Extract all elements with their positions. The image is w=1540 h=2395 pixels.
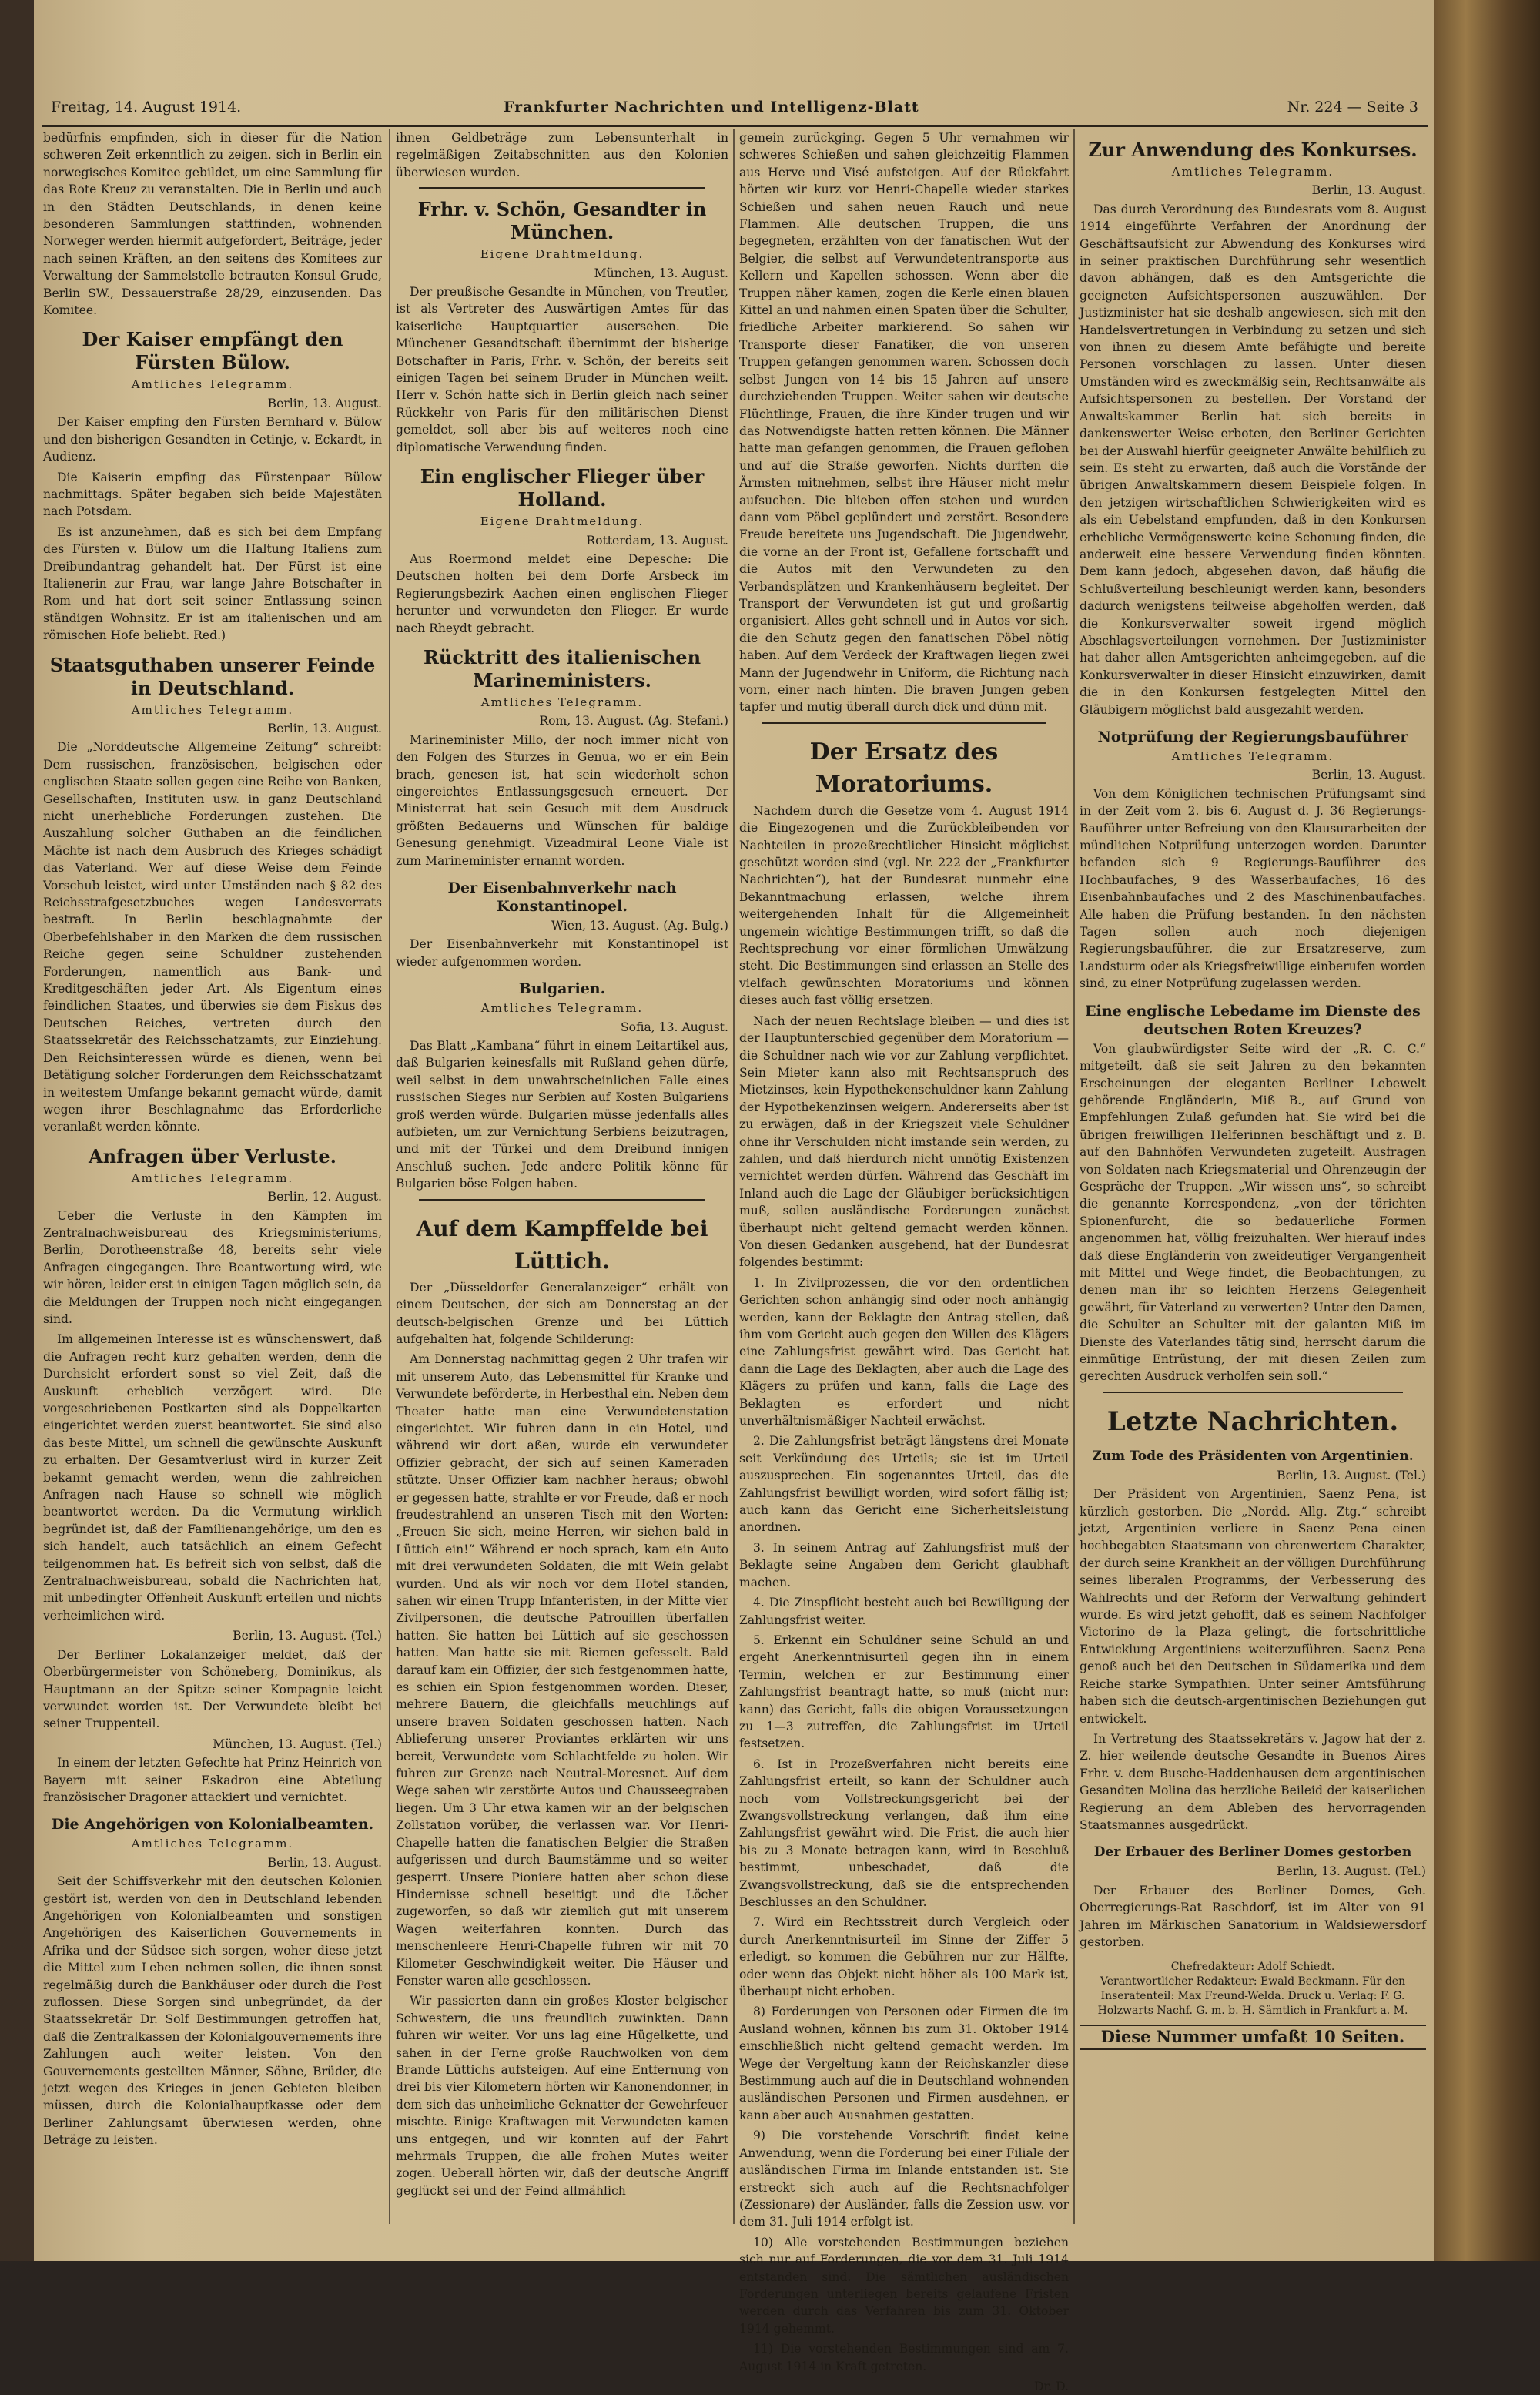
paragraph: Die „Norddeutsche Allgemeine Zeitung“ schreibt: Dem russischen, französischen, belgischen oder englischen Staate sollen gegen eine Reihe von Banken, Gesellschaften, Instituten usw. in ganz Deutschland nicht unerhebliche Forderungen zustehen. Die Auszahlung solcher Guthaben an die feindlichen Mächte ist nach dem Ausbruch des Krieges schädigt das Vaterland. Wer auf diese Weise dem Feinde Vorschub leistet, wird unter Umständen nach § 82 des Reichsstrafgesetzbuches wegen Landesverrats bestraft. In Berlin beschlagnahmte der Oberbefehlshaber in den Marken die dem russischen Reiche gegen seine Schuldner zustehenden Forderungen, namentlich aus Bank- und Kreditgeschäften jeder Art. Als Eigentum eines feindlichen Staates, und überwies sie dem Fiskus des Deutschen Reiches, vertreten durch den Staatssekretär des Reichsschatzamts, zur Einziehung. Den Reichsinteressen würde es dienen, wenn bei Betätigung solcher Forderungen dem Reichsschatzamt in weitestem Umfange bekannt gemacht würde, damit wegen ihrer Beschlagnahme das Erforderliche veranlaßt werden könnte. [43, 740, 382, 1134]
paragraph: Der preußische Gesandte in München, von Treutler, ist als Vertreter des Auswärtigen Amtes für das kaiserliche Hauptquartier ausersehen. Die Münchener Gesandtschaft übernimmt der bisherige Botschafter in Paris, Frhr. v. Schön, der bereits seit einigen Tagen bei seinem Bruder in München weilt. Herr v. Schön hatte sich in Berlin gleich nach seiner Rückkehr von Paris für den militärischen Dienst gemeldet, soll aber bis auf weiteres noch eine diplomatische Verwendung finden. [396, 285, 728, 454]
paragraph: 5. Erkennt ein Schuldner seine Schuld an und ergeht Anerkenntnisurteil gegen ihn in einem Termin, welchen er zur Bestimmung einer Zahlungsfrist beantragt hatte, so muß (nicht nur: kann) das Gericht, falls die obigen Voraussetzungen zu 1—3 zutreffen, die Zahlungsfrist im Urteil festsetzen. [739, 1633, 1069, 1751]
subheading: Amtliches Telegramm. [131, 377, 294, 392]
headline-marineminister: Rücktritt des italienischen Marineministers. [423, 645, 701, 692]
paragraph: Aus Roermond meldet eine Depesche: Die Deutschen holten bei dem Dorfe Arsbeck im Regierungsbezirk Aachen einen englischen Flieger herunter und verwundeten den Flieger. Er wurde nach Rheydt gebracht. [396, 551, 728, 635]
paragraph: Seit der Schiffsverkehr mit den deutschen Kolonien gestört ist, werden von den in Deutschland lebenden Angehörigen von Kolonialbeamten und sonstigen Angehörigen des Kaiserlichen Gouvernements in Afrika und der Südsee sich sorgen, woher diese jetzt die Mittel zum Leben nehmen sollen, die ihnen sonst regelmäßig durch die Bankhäuser oder durch die Post zuflossen. Diese Sorgen sind unbegründet, da der Staatssekretär Dr. Solf Bestimmungen getroffen hat, daß die Zentralkassen der Kolonialgouvernements ihre Zahlungen auch weiter leisten. Von den Gouvernements gestellten Männer, Söhne, Brüder, die jetzt wegen des Krieges in jenen Gebieten bleiben müssen, durch die Kolonialhauptkasse oder dem Berliner Zahlungsamt überwiesen werden, ohne Beträge zu leisten. [43, 1874, 382, 2148]
binding-shadow [0, 0, 34, 2261]
headline-verluste: Anfragen über Verluste. [88, 1144, 337, 1167]
paragraph: Am Donnerstag nachmittag gegen 2 Uhr trafen wir mit unserem Auto, das Lebensmittel für Kranke und Verwundete beförderte, in Herbesthal ein. Neben dem Theater hatte man eine Verwundetenstation eingerichtet. Wir fuhren dann in ein Hotel, und während wir dort aßen, wurde ein verwundeter Offizier gebracht, der sich auf seinen Kameraden stützte. Unser Offizier kam nachher heraus; obwohl er gegessen hatte, strahlte er vor Freude, daß er noch freudestrahlend an unseren Tisch mit den Worten: „Freuen Sie sich, meine Herren, wir siehen bald in Lüttich ein!“ Während er noch sprach, kam ein Auto mit drei verwundeten Soldaten, die mit Wein gelabt wurden. Und als wir noch vor dem Hotel standen, sahen wir einen Trupp Infanteristen, in der Mitte vier Zivilpersonen, die deutsche Patrouillen überfallen hatten. Sie hatten bei Lüttich auf sie geschossen hatten. Man hatte sie mit Riemen gefesselt. Bald darauf kam ein Offizier, der sich festgenommen hatte, es schien ein Spion festgenommen worden. Dieser, mehrere Bauern, die gleichfalls meuchlings auf unsere braven Soldaten geschossen hatten. Nach Ablieferung unserer Proviantes erklärten wir uns bereit, Verwundete vom Schlachtfelde zu holen. Wir fuhren zur Grenze nach Neutral-Moresnet. Auf dem Wege sahen wir zerstörte Autos und Chausseegraben liegen. Um 3 Uhr etwa kamen wir an der belgischen Zollstation vorüber, die verlassen war. Vor Henri-Chapelle hatten die fanatischen Belgier die Straßen aufgerissen und durch Baumstämme und so weiter gesperrt. Unsere Pioniere hatten aber schon diese Hindernisse schnell beseitigt und die Löcher zugeworfen, so daß wir ziemlich gut mit unserem Wagen weiterfahren konnten. Durch das menschenleere Henri-Chapelle fuhren wir mit 70 Kilometer Geschwindigkeit weiter. Die Häuser und Fenster waren alle geschlossen. [396, 1352, 728, 1988]
imprint-publisher: Verantwortlicher Redakteur: Ewald Beckmann. Für den Inseratenteil: Max Freund-Welda. Druck u. Verlag: F. G. Holzwarts Nachf. G. m. b. H. Sämtlich in Frankfurt a. M. [1097, 1975, 1408, 2018]
page-stack-edge [1434, 0, 1540, 2261]
paragraph: Der „Düsseldorfer Generalanzeiger“ erhält von einem Deutschen, der sich am Donnerstag an der deutsch-belgischen Grenze und bei Lüttich aufgehalten hat, folgende Schilderung: [396, 1280, 728, 1346]
paragraph: Im allgemeinen Interesse ist es wünschenswert, daß die Anfragen recht kurz gehalten werden, denn die Durchsicht erfordert sonst so viel Zeit, daß die Auskunft erheblich verzögert wird. Die vorgeschriebenen Postkarten sind als Doppelkarten eingerichtet werden zuerst beantwortet. Sie sind also das beste Mittel, um schnell die gewünschte Auskunft zu erhalten. Der Gesamtverlust wird in kurzer Zeit bekannt gemacht werden, wenn die zahlreichen Anfragen nach Hause so schnell wie möglich beantwortet werden. Da die Vermutung wirklich begründet ist, daß der Familienangehörige, um den es sich handelt, auch tatsächlich an einem Gefecht teilgenommen hat. Es befreit sich von selbst, daß die Zentralnachweisbureau, sobald die Nachrichten hat, mit unbedingter Offenheit Auskunft erteilen und nichts verheimlichen wird. [43, 1332, 382, 1623]
paragraph: Der Kaiser empfing den Fürsten Bernhard v. Bülow und den bisherigen Gesandten in Cetinje, v. Eckardt, in Audienz. [43, 415, 382, 464]
column-2 [396, 129, 728, 2224]
column-3 [739, 129, 1069, 2393]
paragraph: Von dem Königlichen technischen Prüfungsamt sind in der Zeit vom 2. bis 6. August d. J. 36 Regierungs-Bauführer unter Befreiung von den Klausurarbeiten der mündlichen Notprüfung unterzogen worden. Darunter befanden sich 9 Regierungs-Bauführer des Hochbaufaches, 9 des Wasserbaufaches, 16 des Eisenbahnbaufaches und 2 des Maschinenbaufaches. Alle haben die Prüfung bestanden. In den nächsten Tagen sollen auch noch diejenigen Regierungsbauführer, die zur Ersatzreserve, zum Landsturm oder als Kriegsfreiwillige einberufen worden sind, zu einer Notprüfung zugelassen werden. [1080, 786, 1426, 991]
dateline: Berlin, 13. August. [1311, 768, 1426, 782]
paragraph: 6. Ist in Prozeßverfahren nicht bereits eine Zahlungsfrist erteilt, so kann der Schuldner auch noch vom Vollstreckungsgericht bei der Zwangsvollstreckung verlangen, daß ihm eine Zahlungsfrist gewährt wird. Die Frist, die auch hier bis zu 3 Monate betragen kann, wird in Beschluß bestimmt, unbeschadet, daß die Zwangsvollstreckung, daß sie die entsprechenden Beschlusses an den Schuldner. [739, 1757, 1069, 1909]
subheading: Amtliches Telegramm. [131, 1171, 294, 1185]
paragraph: bedürfnis empfinden, sich in dieser für die Nation schweren Zeit erkenntlich zu zeigen. sich in Berlin ein norwegisches Komitee gebildet, um eine Sammlung für das Rote Kreuz zu veranstalten. Die in Berlin und auch in den Städten Deutschlands, in denen keine besonderen Sammlungen stattfinden, wohnenden Norweger werden hiermit aufgefordert, Beiträge, jeder nach seinen Kräften, an den seitens des Komitees zur Verwaltung der Sammelstelle betrauten Konsul Grude, Berlin SW., Dessauerstraße 28/29, einzusenden. Das Komitee. [43, 131, 382, 318]
subheading: Amtliches Telegramm. [131, 702, 294, 717]
headline-flieger: Ein englischer Flieger über Holland. [420, 465, 705, 511]
paragraph: 4. Die Zinspflicht besteht auch bei Bewilligung der Zahlungsfrist weiter. [739, 1596, 1069, 1627]
headline-schoen: Frhr. v. Schön, Gesandter in München. [417, 198, 707, 244]
paragraph: Nachdem durch die Gesetze vom 4. August 1914 die Eingezogenen und die Zurückbleibenden vor Nachteilen in prozeßrechtlicher Hinsicht möglichst geschützt worden sind (vgl. Nr. 222 der „Frankfurter Nachrichten“), hat der Bundesrat nunmehr eine Bekanntmachung erlassen, welche ihrem weitergehenden Inhalt für die Allgemeinheit ungemein wichtige Bestimmungen trifft, so daß die Rechtsprechung vor einer förmlichen Umwälzung steht. Die Bestimmungen sind erlassen an Stelle des vielfach gewünschten Moratoriums und können dieses auch fast völlig ersetzen. [739, 803, 1069, 1008]
paragraph: ihnen Geldbeträge zum Lebensunterhalt in regelmäßigen Zeitabschnitten aus den Kolonien überwiesen wurden. [396, 131, 728, 179]
author-signature: Dr. D. [1033, 2379, 1069, 2393]
header-rule [42, 125, 1428, 127]
dateline: Rom, 13. August. (Ag. Stefani.) [539, 714, 728, 729]
paragraph: Die Kaiserin empfing das Fürstenpaar Bülow nachmittags. Später begaben sich beide Majestäten nach Potsdam. [43, 470, 382, 519]
dateline: Berlin, 13. August. (Tel.) [233, 1629, 382, 1643]
paragraph: Wir passierten dann ein großes Kloster belgischer Schwestern, die uns freundlich zuwinkten. Dann fuhren wir weiter. Vor uns lag eine Hügelkette, und sahen in der Ferne große Rauchwolken von dem Brande Lüttichs aufsteigen. Auf eine Entfernung von drei bis vier Kilometern hörten wir Kanonendonner, in dem sich das unheimliche Geknatter der Gewehrfeuer mischte. Einige Kraftwagen mit Verwundeten kamen uns entgegen, und wir konnten auf der Fahrt mehrmals Truppen, die alle frohen Mutes weiter zogen. Ueberall hörten wir, daß der deutsche Angriff geglückt sei und der Feind allmählich [396, 1994, 728, 2198]
dateline: Rotterdam, 13. August. [586, 533, 728, 548]
subheading: Amtliches Telegramm. [1171, 749, 1334, 763]
paragraph: 11) Die vorstehenden Bestimmungen sind am 7. August 1914 in Kraft getreten. [739, 2342, 1069, 2373]
subheading: Amtliches Telegramm. [480, 695, 644, 709]
dateline: Berlin, 13. August. [267, 1855, 382, 1870]
paragraph: 8) Forderungen von Personen oder Firmen die im Ausland wohnen, können bis zum 31. Oktober 1914 einschließlich nicht geltend gemacht werden. Im Wege der Vergeltung kann der Reichskanzler diese Bestimmung auch auf die in Deutschland wohnenden ausländischen Personen und Firmen ausdehnen, er kann aber auch Ausnahmen gestatten. [739, 2005, 1069, 2122]
headline-argentinien: Zum Tode des Präsidenten von Argentinien. [1092, 1448, 1414, 1464]
paragraph: 7. Wird ein Rechtsstreit durch Vergleich oder durch Anerkenntnisurteil im Sinne der Ziffer 5 erledigt, so kommen die Gebühren nur zur Hälfte, oder wenn das Objekt nicht höher als 100 Mark ist, überhaupt nicht erhoben. [739, 1915, 1069, 1999]
subheading: Amtliches Telegramm. [480, 1001, 644, 1016]
dateline: Berlin, 13. August. (Tel.) [1277, 1864, 1426, 1879]
paragraph: Nach der neuen Rechtslage bleiben — und dies ist der Hauptunterschied gegenüber dem Moratorium — die Schuldner nach wie vor zur Zahlung verpflichtet. Sein Mieter kann also mit Rechtsanspruch des Mietzinses, kein Hypothekenschuldner kann Zahlung der Hypothekenzinsen weigern. Andererseits aber ist zu erwägen, daß in der Kriegszeit viele Schuldner ohne ihr Verschulden nicht imstande sein werden, zu zahlen, und daß hierdurch nicht unnötig Existenzen vernichtet werden dürfen. Während das Geschäft im Inland auch die Lage der Gläubiger berücksichtigen muß, sollen ausländische Forderungen zunächst überhaupt nicht geltend gemacht werden können. Von diesen Gedanken ausgehend, hat der Bundesrat folgendes bestimmt: [739, 1013, 1069, 1270]
newspaper-page [34, 0, 1434, 2393]
paragraph: Marineminister Millo, der noch immer nicht von den Folgen des Sturzes in Genua, wo er ein Bein brach, genesen ist, hat sein wiederholt schon eingereichtes Entlassungsgesuch erneuert. Der Ministerrat hat sein Gesuch mit dem Ausdruck größten Bedauerns und Wünschen für baldige Genesung genehmigt. Vizeadmiral Leone Viale ist zum Marineminister ernannt worden. [396, 732, 728, 868]
column-rule [1073, 129, 1075, 2224]
divider [419, 187, 705, 189]
paragraph: In einem der letzten Gefechte hat Prinz Heinrich von Bayern mit seiner Eskadron eine Abteilung französischer Dragoner attackiert und vernichtet. [43, 1756, 382, 1804]
column-4 [1080, 129, 1426, 2224]
paragraph: gemein zurückging. Gegen 5 Uhr vernahmen wir schweres Schießen und sahen gleichzeitig Flammen aus Herve und Visé aufsteigen. Auf der Rückfahrt hörten wir kurz vor Henri-Chapelle wieder starkes Schießen und sahen neuen Rauch und neue Flammen. Alle deutschen Truppen, die uns begegneten, erzählten von der fanatischen Wut der Belgier, die selbst auf Verwundetentransporte aus Kellern und Kapellen schossen. Wenn aber die Truppen näher kamen, zogen die Kerle einen blauen Kittel an und nahmen einen Spaten über die Schulter, friedliche Arbeiter markierend. So sahen wir Transporte dieser Fanatiker, die von unseren Truppen gefangen genommen waren. Schossen doch selbst Jungen von 14 bis 15 Jahren auf unsere durchziehenden Truppen. Weiter sahen wir deutsche Flüchtlinge, Frauen, die ihre Kinder trugen und wir das Notwendigste hatten retten können. Die Männer hatte man gefangen genommen, die Frauen geflohen und auf die Straße geworfen. Nichts durften die Ärmsten mitnehmen, selbst ihre Häuser nicht mehr aufsuchen. Die blieben offen stehen und wurden dann vom Pöbel geplündert und zerstört. Besondere Freude bereitete uns Jugendschaft. Die Jugendwehr, die vorne an der Front ist, Gefallene fortschafft und die Autos mit den Verwundeten zu den Verbandsplätzen und Krankenhäusern begleitet. Der Transport der Verwundeten ist gut und großartig organisiert. Alles geht schnell und in Autos vor sich, die den Schutz gegen den fanatischen Pöbel nötig haben. Auf dem Verdeck der Kraftwagen liegen zwei Mann der Jugendwehr in Uniform, die Richtung nach vorn, einer nach hinten. Die braven Jungen geben tapfer und mutig überall durch dick und dünn mit. [739, 131, 1069, 715]
headline-staatsguthaben: Staatsguthaben unserer Feinde in Deutschland. [49, 653, 376, 699]
headline-bulgarien: Bulgarien. [518, 980, 606, 998]
paragraph: Der Präsident von Argentinien, Saenz Pena, ist kürzlich gestorben. Die „Nordd. Allg. Ztg.“ schreibt jetzt, Argentinien verliere in Saenz Pena einen hochbegabten Staatsmann von ehrenwertem Charakter, der durch seine Krankheit an der völligen Durchführung seines liberalen Programms, der Verbesserung des Wahlrechts und der Reform der Verwaltung gehindert wurde. Es wird jetzt gehofft, daß es seinem Nachfolger Victorino de la Plaza gelingt, die fortschrittliche Entwicklung Argentiniens weiterzuführen. Saenz Pena genoß auch bei den Deutschen in Südamerika und dem Reiche starke Sympathien. Unter seiner Amtsführung haben sich die deutsch-argentinischen Beziehungen gut entwickelt. [1080, 1487, 1426, 1726]
headline-berliner-dom: Der Erbauer des Berliner Domes gestorben [1093, 1844, 1412, 1861]
headline-kolonialbeamte: Die Angehörigen von Kolonialbeamten. [51, 1816, 374, 1834]
subheading: Amtliches Telegramm. [1171, 165, 1334, 179]
subheading: Eigene Drahtmeldung. [480, 247, 644, 262]
subheading: Eigene Drahtmeldung. [480, 514, 644, 529]
dateline: Berlin, 13. August. [267, 396, 382, 410]
dateline: Sofia, 13. August. [621, 1020, 728, 1034]
headline-notpruefung: Notprüfung der Regierungsbauführer [1097, 729, 1408, 745]
divider [1103, 1392, 1403, 1393]
header-date: Freitag, 14. August 1914. [51, 99, 242, 116]
headline-konkurs: Zur Anwendung des Konkurses. [1088, 139, 1418, 161]
dateline: München, 13. August. (Tel.) [213, 1737, 382, 1751]
paragraph: Ueber die Verluste in den Kämpfen im Zentralnachweisbureau des Kriegsministeriums, Berlin, Dorotheenstraße 48, bereits sehr viele Anfragen eingegangen. Ihre Beantwortung wird, wie wir hören, leider erst in einigen Tagen möglich sein, da die Meldungen der Truppen noch nicht eingegangen sind. [43, 1208, 382, 1326]
dateline: Berlin, 13. August. (Tel.) [1277, 1468, 1426, 1482]
imprint [1080, 1960, 1426, 2018]
paragraph: Von glaubwürdigster Seite wird der „R. C. C.“ mitgeteilt, daß sie seit Jahren zu den bekannten Erscheinungen der eleganten Berliner Lebewelt gehörende Engländerin, Miß B., auf Grund von Empfehlungen Zulaß gefunden hat. Sie wird bei die übrigen freiwilligen Helferinnen beschäftigt und z. B. auf den Bahnhöfen Verwundeten zugeteilt. Ausfragen von Soldaten nach Kriegsmaterial und Ohrenzeugin der Gespräche der Truppen. „Wir wissen uns“, so schreibt die genannte Korrespondenz, „von der törichten Spionenfurcht, die so bedauerliche Formen angenommen hat, völlig freizuhalten. Wer hierauf indes daß diese Engländerin von zweideutiger Vergangenheit mit Mittel und Wege findet, die Beobachtungen, zu denen man ihr so leichten Herzens Gelegenheit gewährt, für Vaterland zu verwerten? Unter den Damen, die Schulter an Schulter mit der galanten Miß im Dienste des Vaterlandes tätig sind, herrscht darum die einmütige Entrüstung, der mit diesen Zeilen zum gerechten Ausdruck verholfen sein soll.“ [1080, 1041, 1426, 1384]
paragraph: 10) Alle vorstehenden Bestimmungen beziehen sich nur auf Forderungen, die vor dem 31. Juli 1914 entstanden sind. Die sämtlichen ausländischen Forderungen unterliegen bereits gelaufene Fristen werden durch das Verfahren bis zum 31. Oktober 1914 gehemmt. [739, 2235, 1069, 2336]
paragraph: 2. Die Zahlungsfrist beträgt längstens drei Monate seit Verkündung des Urteils; sie ist im Urteil auszusprechen. Ein sogenanntes Urteil, das die Zahlungsfrist bewilligt worden, wird sofort fällig ist; auch kann das Gericht eine Sicherheitsleistung anordnen. [739, 1434, 1069, 1535]
headline-letzte-nachrichten: Letzte Nachrichten. [1106, 1405, 1399, 1437]
paragraph: Es ist anzunehmen, daß es sich bei dem Empfang des Fürsten v. Bülow um die Haltung Italiens zum Dreibundantrag gehandelt hat. Der Fürst ist eine Italienerin zur Frau, war lange Jahre Botschafter in Rom und hat dort seit seiner Entlassung seinen ständigen Wohnsitz. Er ist am italienischen und am römischen Hofe beliebt. Red.) [43, 524, 382, 643]
headline-luettich: Auf dem Kampffelde bei Lüttich. [416, 1215, 708, 1274]
page-count-notice: Diese Nummer umfaßt 10 Seiten. [1080, 2025, 1426, 2049]
paragraph: Das Blatt „Kambana“ führt in einem Leitartikel aus, daß Bulgarien keinesfalls mit Rußland gehen dürfe, weil selbst in dem unwahrscheinlichen Falle eines russischen Sieges nur Serbien auf Kosten Bulgariens groß werden würde. Bulgarien müsse jedenfalls alles aufbieten, um zur Vernichtung Serbiens beizutragen, und mit der Türkei und dem Dreibund innigen Anschluß suchen. Jede andere Politik könne für Bulgarien böse Folgen haben. [396, 1039, 728, 1191]
masthead-title: Frankfurter Nachrichten und Intelligenz-Blatt [504, 99, 919, 116]
paragraph: 1. In Zivilprozessen, die vor den ordentlichen Gerichten schon anhängig sind oder noch anhängig werden, kann der Beklagte den Antrag stellen, daß ihm vom Gericht auch gegen den Willen des Klägers eine Zahlungsfrist gewährt wird. Das Gericht hat dann die Lage des Beklagten, aber auch die Lage des Klägers zu prüfen und kann, falls die Lage des Beklagten es erfordert und nicht unverhältnismäßiger Nachteil erwächst. [739, 1275, 1069, 1429]
headline-lebedame: Eine englische Lebedame im Dienste des deutschen Roten Kreuzes? [1085, 1002, 1421, 1038]
column-rule [733, 129, 735, 2224]
paragraph: In Vertretung des Staatssekretärs v. Jagow hat der z. Z. hier weilende deutsche Gesandte in Buenos Aires Frhr. v. dem Busche-Haddenhausen dem argentinischen Gesandten Molina das herzliche Beileid der kaiserlichen Regierung an dem Ableben des hervorragenden Staatsmannes ausgedrückt. [1080, 1731, 1426, 1832]
imprint-editor: Chefredakteur: Adolf Schiedt. [1170, 1961, 1335, 1974]
paragraph: 3. In seinem Antrag auf Zahlungsfrist muß der Beklagte seine Angaben dem Gericht glaubhaft machen. [739, 1540, 1069, 1589]
dateline: Berlin, 12. August. [267, 1190, 382, 1204]
dateline: Berlin, 13. August. [1311, 183, 1426, 198]
column-1 [43, 129, 382, 2224]
divider [419, 1199, 705, 1201]
dateline: München, 13. August. [594, 266, 728, 280]
dateline: Berlin, 13. August. [267, 721, 382, 735]
headline-eisenbahn: Der Eisenbahnverkehr nach Konstantinopel. [447, 879, 677, 915]
dateline: Wien, 13. August. (Ag. Bulg.) [551, 919, 728, 933]
column-rule [389, 129, 390, 2224]
headline-kaiser: Der Kaiser empfängt den Fürsten Bülow. [82, 328, 343, 374]
subheading: Amtliches Telegramm. [131, 1837, 294, 1851]
paragraph: Der Erbauer des Berliner Domes, Geh. Oberregierungs-Rat Raschdorf, ist im Alter von 91 Jahren im Märkischen Sanatorium in Waldsiewersdorf gestorben. [1080, 1883, 1426, 1949]
paragraph: 9) Die vorstehende Vorschrift findet keine Anwendung, wenn die Forderung bei einer Filiale der ausländischen Firma im Inlande entstanden ist. Sie erstreckt sich auch auf die Rechtsnachfolger (Zessionare) der Ausländer, falls die Zession usw. vor dem 31. Juli 1914 erfolgt ist. [739, 2129, 1069, 2229]
divider [762, 722, 1046, 724]
paragraph: Das durch Verordnung des Bundesrats vom 8. August 1914 eingeführte Verfahren der Anordnung der Geschäftsaufsicht zur Abwendung des Konkurses wird in seiner praktischen Durchführung sehr wesentlich davon abhängen, daß es den Amtsgerichte die geeigneten Aufsichtspersonen auszuwählen. Der Justizminister hat sie deshalb angewiesen, sich mit den Handelsvertretungen in Verbindung zu setzen und sich von ihnen zu diesem Amte befähigte und bereite Personen vorschlagen zu lassen. Unter diesen Umständen wird es zweckmäßig sein, Rechtsanwälte als Aufsichtspersonen zu bestellen. Der Vorstand der Anwaltskammer Berlin hat sich bereits in dankenswerter Weise erboten, den Berliner Gerichten bei der Auswahl hierfür geeigneter Anwälte behilflich zu sein. Es steht zu erwarten, daß auch die Vorstände der übrigen Anwaltskammern diesem Beispiele folgen. In den jetzigen wirtschaftlichen Schwierigkeiten wird es als ein Uebelstand empfunden, daß in den Konkursen erhebliche Vermögenswerte keine Schonung finden, die anderweit eine bessere Verwendung finden könnten. Dem kann jedoch, abgesehen davon, daß häufig die Schlußverteilung beschleunigt werden kann, besonders dadurch wenigstens teilweise abgeholfen werden, daß die Konkursverwalter soweit irgend möglich Abschlagsverteilungen vornehmen. Der Justizminister hat daher allen Amtsgerichten anheimgegeben, auf die Konkursverwalter in dieser Hinsicht einzuwirken, damit die in den Konkursen festgelegten Mittel den Gläubigern möglichst bald ausgezahlt werden. [1080, 202, 1426, 717]
page-number: Nr. 224 — Seite 3 [1287, 99, 1418, 116]
paragraph: Der Berliner Lokalanzeiger meldet, daß der Oberbürgermeister von Schöneberg, Dominikus, als Hauptmann an der Spitze seiner Kompagnie leicht verwundet worden ist. Der Verwundete bleibt bei seiner Truppenteil. [43, 1647, 382, 1731]
page-header [42, 99, 1428, 123]
headline-moratorium: Der Ersatz des Moratoriums. [809, 738, 999, 798]
paragraph: Der Eisenbahnverkehr mit Konstantinopel ist wieder aufgenommen worden. [396, 937, 728, 969]
